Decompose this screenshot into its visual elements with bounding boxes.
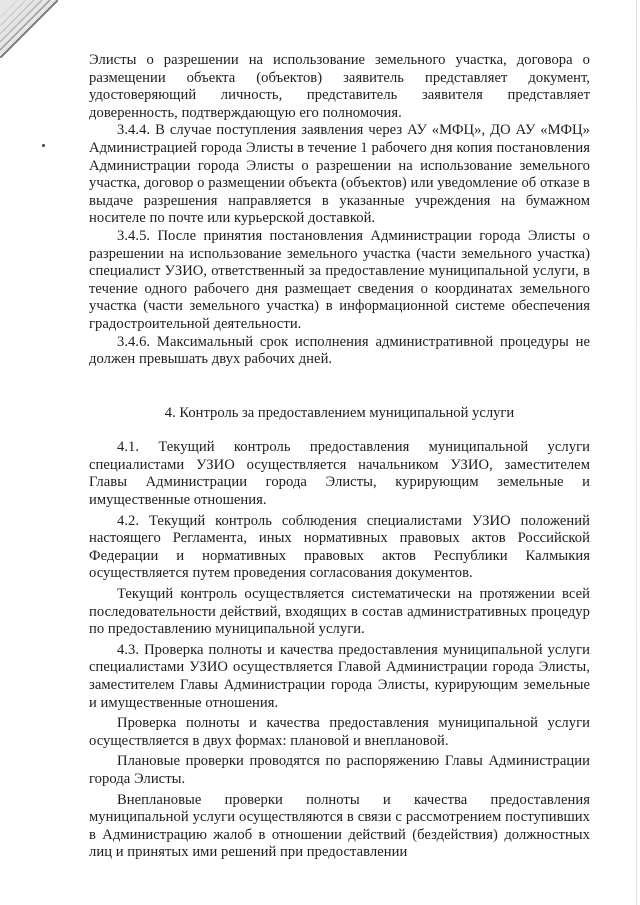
- paragraph-current-control: Текущий контроль осуществляется систематически на протяжении всей последовательности действий, входящих в состав административных процедур по предоставлению муниципальной услуги.: [89, 586, 590, 638]
- paragraph-4-1: 4.1. Текущий контроль предоставления муниципальной услуги специалистами УЗИО осуществляется начальником УЗИО, заместителем Главы Администрации города Элисты, курирующим земельные и имущественные отношения.: [89, 439, 590, 509]
- paragraph-4-3: 4.3. Проверка полноты и качества предоставления муниципальной услуги специалистами УЗИО осуществляется Главой Администрации города Элисты, заместителем Главы Администрации города Элисты, курирующим земельные и имущественные отношения.: [89, 641, 590, 711]
- scan-edge-line: [636, 0, 637, 905]
- paragraph-unplanned-checks: Внеплановые проверки полноты и качества предоставления муниципальной услуги осуществляются в связи с рассмотрением поступивших в Администрацию жалоб в отношении действий (бездействия) должностных лиц и принятых ими решений при предоставлении: [89, 791, 590, 861]
- scan-speck: [42, 144, 45, 147]
- scan-corner-artifact: [0, 0, 58, 58]
- paragraph-check-forms: Проверка полноты и качества предоставления муниципальной услуги осуществляется в двух формах: плановой и внеплановой.: [89, 715, 590, 749]
- paragraph-continuation: Элисты о разрешении на использование земельного участка, договора о размещении объекта (объектов) заявитель представляет документ, удостоверяющий личность, представитель заявителя представляет доверенность, подтверждающую его полномочия.: [89, 52, 590, 121]
- section-heading: 4. Контроль за предоставлением муниципальной услуги: [164, 404, 515, 421]
- paragraph-3-4-6: 3.4.6. Максимальный срок исполнения административной процедуры не должен превышать двух рабочих дней.: [89, 333, 590, 368]
- paragraph-planned-checks: Плановые проверки проводятся по распоряжению Главы Администрации города Элисты.: [89, 753, 590, 787]
- paragraph-3-4-4: 3.4.4. В случае поступления заявления через АУ «МФЦ», ДО АУ «МФЦ» Администрацией города Элисты в течение 1 рабочего дня копия постановления Администрации города Элисты о разрешении на использование земельного участка, договор о размещении объекта (объектов) или уведомление об отказе в выдаче разрешения направляется в указанные учреждения на бумажном носителе по почте или курьерской доставкой.: [89, 122, 590, 227]
- document-body: [89, 52, 590, 862]
- paragraph-3-4-5: 3.4.5. После принятия постановления Администрации города Элисты о разрешении на использование земельного участка (части земельного участка) специалист УЗИО, ответственный за предоставление муниципальной услуги, в течение одного рабочего дня размещает сведения о координатах земельного участка (части земельного участка) в информационной системе обеспечения градостроительной деятельности.: [89, 227, 590, 332]
- paragraph-4-2: 4.2. Текущий контроль соблюдения специалистами УЗИО положений настоящего Регламента, иных нормативных правовых актов Российской Федерации и нормативных правовых актов Республики Калмыкия осуществляется путем проведения согласования документов.: [89, 512, 590, 582]
